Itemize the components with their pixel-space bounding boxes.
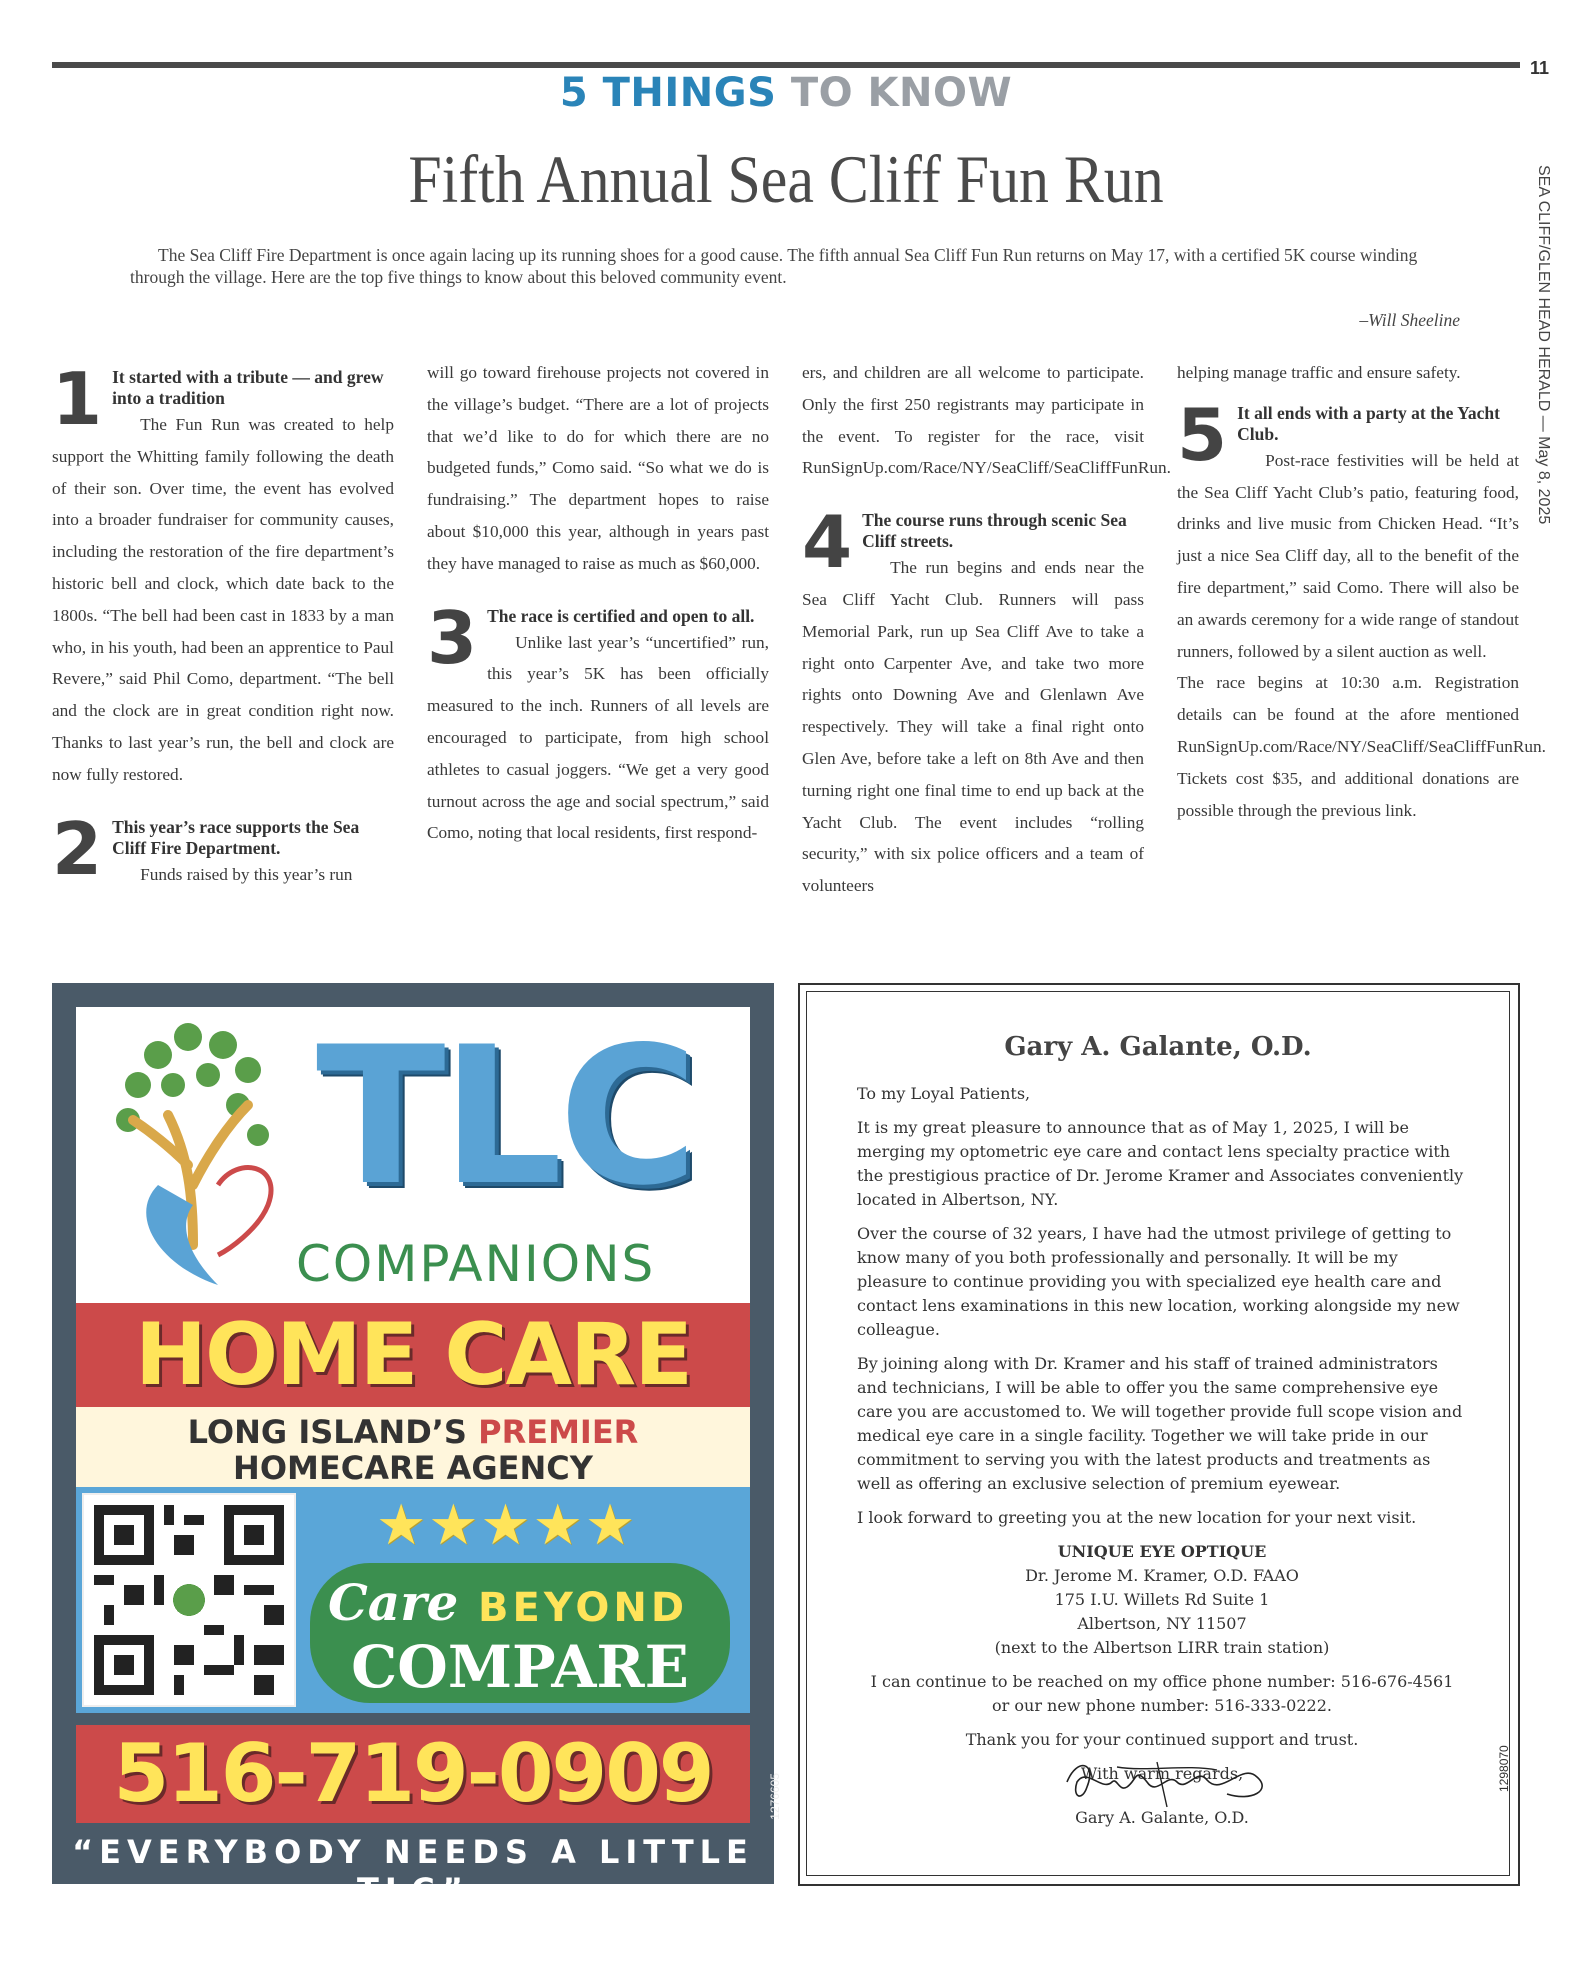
address-line: (next to the Albertson LIRR train station) [994,1638,1330,1657]
item-body: The run begins and ends near the Sea Cliff Yacht Club. Runners will pass Memorial Park, run up Sea Cliff Ave to take a right onto Carpenter Ave, and take two more rights onto Downing Ave and Glenlawn Ave respectively. They will take a final right onto Glen Ave, before take a left on 8th Ave and then turning right one final time to end up back at the Yacht Club. The event includes “rolling security,” with six police officers and a team of volunteers [802,558,1144,896]
phone-banner[interactable] [76,1725,750,1823]
item-heading: The course runs through scenic Sea Cliff streets. [862,510,1127,552]
continued-text: will go toward firehouse projects not covered in the village’s budget. “There are a lot of projects that we’d like to do for which there are no budgeted funds,” Como said. “So what we do is fundraising.” The department hopes to raise about $10,000 this year, although in years past they have managed to raise as much as $60,000. [427,363,769,573]
letter-paragraph: Over the course of 32 years, I have had the utmost privilege of getting to know many of you both professionally and personally. It will be my pleasure to continue providing you with specialized eye health care and contact lens examinations in this new location, working alongside my new colleague. [857,1224,1460,1339]
item-number: 5 [1177,392,1228,477]
closing-line: With warm regards, [1080,1764,1244,1783]
address-line: Albertson, NY 11507 [1077,1614,1247,1633]
handwritten-signature-icon [1057,1752,1287,1812]
ad-code-2 [1497,1745,1544,1806]
letter-paragraph: It is my great pleasure to announce that as of May 1, 2025, I will be merging my optometric eye care and contact lens specialty practice with the prestigious practice of Dr. Jerome Kramer and Associates conveniently located in Albertson, NY. [857,1118,1464,1209]
tlc-logo-text: TLC [316,1006,695,1227]
compare-text: COMPARE [351,1633,689,1701]
article-column-2 [427,357,769,849]
qr-care-panel [76,1487,750,1713]
article-column-4 [1177,357,1546,826]
galante-letter-ad [798,983,1520,1886]
phone-line-2: or our new phone number: 516-333-0222. [992,1696,1332,1715]
premier-line-2: HOMECARE AGENCY [233,1449,593,1487]
item-heading: It started with a tribute — and grew into a tradition [112,367,384,408]
companions-text: COMPANIONS [296,1235,656,1293]
tlc-companions-ad[interactable] [52,983,782,1909]
item-number: 3 [427,595,478,680]
five-star-rating-icon: ★★★★★ [376,1495,638,1557]
item-number: 1 [52,357,103,441]
premier-banner [76,1407,750,1487]
kicker-part2: TO KNOW [790,70,1013,116]
phone-number[interactable]: 516-719-0909 [113,1727,713,1820]
article-headline: Fifth Annual Sea Cliff Fun Run [408,141,1164,217]
ad-code-1 [752,1773,782,1873]
signed-name: Gary A. Galante, O.D. [1075,1808,1249,1827]
premier-line-1a: LONG ISLAND’S [187,1413,467,1451]
top-rule [52,62,1520,68]
article-column-1 [52,357,394,890]
practice-name: UNIQUE EYE OPTIQUE [1057,1542,1267,1561]
premier-line-1 [76,1413,750,1451]
letter-salutation: To my Loyal Patients, [857,1084,1031,1103]
letter-paragraph: I look forward to greeting you at the new location for your next visit. [857,1508,1417,1527]
phone-line-1: I can continue to be reached on my office phone number: 516-676-4561 [870,1672,1454,1691]
continued-text: helping manage traffic and ensure safety. [1177,363,1461,382]
closing-text: The race begins at 10:30 a.m. Registration details can be found at the afore mentioned RunSignUp.com/Race/NY/SeaCliff/SeaCliffFunRun. Tickets cost $35, and additional donations are possible through the previous link. [1177,673,1546,820]
article-byline: –Will Sheeline [1359,310,1460,330]
beyond-text: BEYOND [478,1585,689,1631]
item-body: The Fun Run was created to help support the Whitting family following the death of their son. Over time, the event has evolved into a broader fundraiser for community causes, including the restoration of the fire department’s historic bell and clock, which date back to the 1800s. “The bell had been cast in 1833 by a man who, in his youth, had been an apprentice to Paul Revere,” said Phil Como, department. “The bell and the clock are in great condition right now. Thanks to last year’s run, the bell and clock are now fully restored. [52,415,394,784]
premier-word: PREMIER [478,1413,639,1451]
item-number: 2 [52,806,103,891]
item-body: Funds raised by this year’s run [140,864,353,884]
item-3 [427,595,769,850]
tree-heart-logo-icon [98,1015,298,1295]
home-care-banner [76,1303,750,1407]
ad-code-2-text: 1298070 [1497,1745,1511,1792]
item-5 [1177,392,1519,668]
item-heading: This year’s race supports the Sea Cliff Fire Department. [112,816,360,858]
item-heading: It all ends with a party at the Yacht Club. [1237,402,1500,444]
care-beyond-compare-badge [310,1563,730,1703]
thanks-line: Thank you for your continued support and trust. [965,1730,1359,1749]
item-body: Post-race festivities will be held at the Sea Cliff Yacht Club’s patio, featuring food, drinks and live music from Chicken Head. “It’s just a nice Sea Cliff day, all to the benefit of the fire department,” said Como. There will also be an awards ceremony for a wide range of standout runners, followed by a silent auction as well. [1177,450,1519,661]
letter-body [857,1082,1467,1830]
folio-text: SEA CLIFF/GLEN HEAD HERALD — May 8, 2025 [1535,165,1552,525]
item-body: Unlike last year’s “uncertified” run, this year’s 5K has been officially measured to the inch. Runners of all levels are encouraged to participate, from high school athletes to casual joggers. “We get a very good turnout across the age and social spectrum,” said Como, noting that local residents, first respond- [427,632,769,843]
kicker-part1: 5 THINGS [559,70,777,116]
item-1 [52,357,394,791]
page-number: 11 [1530,58,1550,78]
item-2 [52,806,394,891]
ad-slogan: “EVERYBODY NEEDS A LITTLE TLC” [72,1833,754,1909]
care-text: Care [328,1573,459,1632]
item-4 [802,500,1144,902]
continued-text: ers, and children are all welcome to participate. Only the first 250 registrants may participate in the event. To register for the race, visit RunSignUp.com/Race/NY/SeaCliff/SeaCliffFunRun. [802,363,1171,478]
qr-code-icon[interactable] [82,1493,296,1707]
tlc-logo-panel [76,1007,750,1303]
article-intro: The Sea Cliff Fire Department is once again lacing up its running shoes for a good cause. The fifth annual Sea Cliff Fun Run returns on May 17, with a certified 5K course winding through the village. Here are the top five things to know about this beloved community event. [130,245,1418,287]
ad-code-1-text: 1276605 [768,1773,782,1820]
letter-frame [806,991,1510,1876]
section-kicker [52,70,1520,116]
address-line: 175 I.U. Willets Rd Suite 1 [1054,1590,1270,1609]
article-column-3 [802,357,1171,902]
doctor-name: Dr. Jerome M. Kramer, O.D. FAAO [1025,1566,1299,1585]
item-number: 4 [802,500,853,585]
letter-paragraph: By joining along with Dr. Kramer and his staff of trained administrators and technicians, I will be able to offer you the same comprehensive eye care you are accustomed to. We will together provide full scope vision and medical eye care in a single facility. Together we will take pride in our commitment to serving you with the latest products and treatments as well as offering an exclusive selection of premium eyewear. [857,1354,1463,1493]
letter-title: Gary A. Galante, O.D. [1004,1032,1312,1062]
folio-sidebar [1528,165,1558,525]
home-care-text: HOME CARE [135,1305,691,1405]
item-heading: The race is certified and open to all. [487,605,755,626]
